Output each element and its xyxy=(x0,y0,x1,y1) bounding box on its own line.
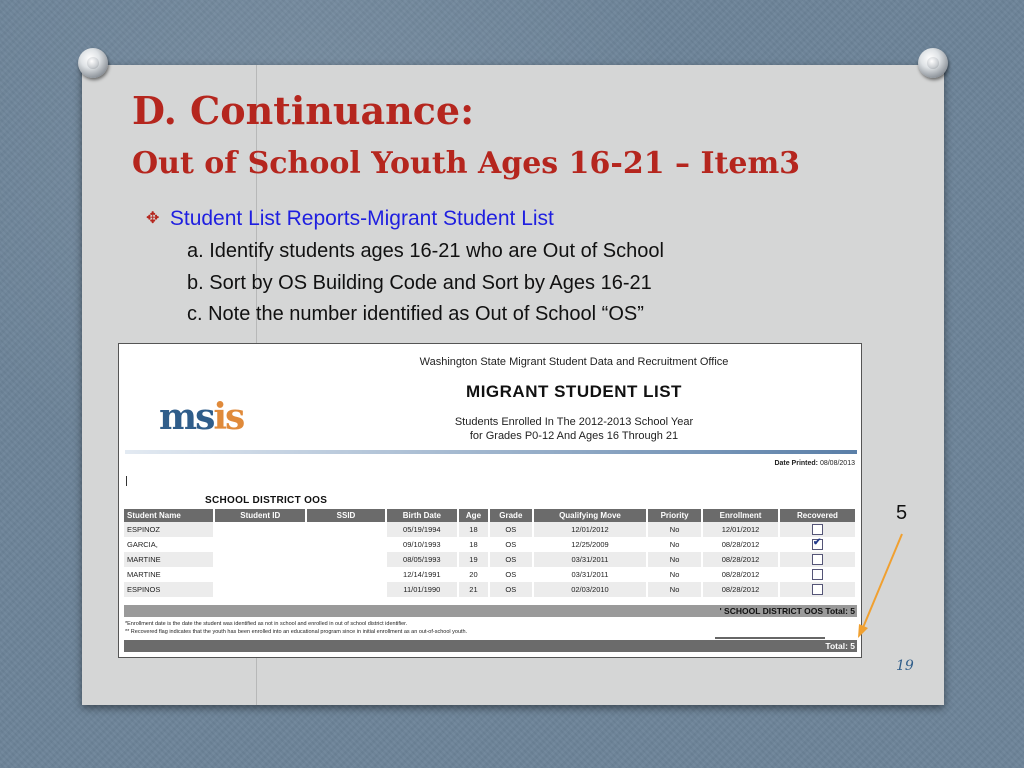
cell-age: 18 xyxy=(458,537,489,552)
migrant-student-list-report xyxy=(118,343,862,658)
column-header: Qualifying Move xyxy=(533,509,647,522)
recovered-checkbox[interactable] xyxy=(812,584,823,595)
cell-recovered xyxy=(779,537,856,552)
district-heading: SCHOOL DISTRICT OOS xyxy=(205,495,328,506)
table-row xyxy=(124,552,856,567)
report-subtitle-line2: for Grades P0-12 And Ages 16 Through 21 xyxy=(469,430,679,442)
grand-total-strip xyxy=(715,637,825,639)
sub-item-c: c. Note the number identified as Out of School “OS” xyxy=(187,303,644,325)
column-header: Student Name xyxy=(124,509,214,522)
logo-text-part1: ms xyxy=(159,396,214,438)
cell-qualifying-move: 03/31/2011 xyxy=(533,552,647,567)
cell-recovered xyxy=(779,567,856,582)
cell-birth-date: 11/01/1990 xyxy=(386,582,459,597)
logo-text-part2: is xyxy=(213,396,244,438)
report-title: MIGRANT STUDENT LIST xyxy=(466,382,682,401)
cell-enrollment: 08/28/2012 xyxy=(702,582,779,597)
cell-student-name: MARTINE xyxy=(124,552,214,567)
arrow-head xyxy=(858,624,868,638)
cell-age: 19 xyxy=(458,552,489,567)
cell-grade: OS xyxy=(489,582,533,597)
column-header: Grade xyxy=(489,509,533,522)
cell-student-id xyxy=(214,552,306,567)
slide-title: D. Continuance: xyxy=(132,88,475,133)
column-header: Age xyxy=(458,509,489,522)
bullet-text: Student List Reports-Migrant Student List xyxy=(169,207,554,230)
district-total: ' SCHOOL DISTRICT OOS Total: 5 xyxy=(719,606,855,616)
cell-enrollment: 08/28/2012 xyxy=(702,567,779,582)
column-header: SSID xyxy=(306,509,385,522)
cell-student-name: GARCIA, xyxy=(124,537,214,552)
checkmark-icon: ✔ xyxy=(812,537,822,548)
table-row xyxy=(124,567,856,582)
cell-birth-date: 09/10/1993 xyxy=(386,537,459,552)
date-printed-label: Date Printed: xyxy=(774,460,818,467)
cell-student-name: ESPINOS xyxy=(124,582,214,597)
cell-enrollment: 08/28/2012 xyxy=(702,537,779,552)
cell-student-id xyxy=(214,582,306,597)
cell-ssid xyxy=(306,537,385,552)
cell-age: 18 xyxy=(458,522,489,537)
cell-grade: OS xyxy=(489,567,533,582)
msis-logo xyxy=(159,396,243,438)
callout-arrow-icon xyxy=(850,530,920,640)
cell-enrollment: 08/28/2012 xyxy=(702,552,779,567)
recovered-checkbox[interactable] xyxy=(812,554,823,565)
table-row xyxy=(124,522,856,537)
recovered-checkbox[interactable] xyxy=(812,569,823,580)
column-header: Enrollment xyxy=(702,509,779,522)
table-row xyxy=(124,537,856,552)
cell-grade: OS xyxy=(489,552,533,567)
cell-priority: No xyxy=(647,582,702,597)
cell-priority: No xyxy=(647,552,702,567)
cell-qualifying-move: 12/01/2012 xyxy=(533,522,647,537)
cell-recovered xyxy=(779,522,856,537)
cell-ssid xyxy=(306,582,385,597)
report-agency: Washington State Migrant Student Data and Recruitment Office xyxy=(419,356,729,368)
callout-number: 5 xyxy=(896,502,908,524)
cell-priority: No xyxy=(647,567,702,582)
sub-item-b: b. Sort by OS Building Code and Sort by Ages 16-21 xyxy=(187,272,652,294)
cell-grade: OS xyxy=(489,537,533,552)
footnote-enrollment: *Enrollment date is the date the student was identified as not in school and enrolled in out of school district identifier. xyxy=(125,621,408,627)
cell-student-id xyxy=(214,537,306,552)
cell-qualifying-move: 02/03/2010 xyxy=(533,582,647,597)
cell-student-id xyxy=(214,567,306,582)
cell-recovered xyxy=(779,582,856,597)
footnote-recovered: ** Recovered flag indicates that the youth has been enrolled into an educational program since in initial enrollment as an out-of-school youth. xyxy=(125,629,468,635)
recovered-checkbox-checked[interactable] xyxy=(812,539,823,550)
pushpin-icon xyxy=(918,48,948,78)
cell-age: 21 xyxy=(458,582,489,597)
cell-birth-date: 12/14/1991 xyxy=(386,567,459,582)
cell-grade: OS xyxy=(489,522,533,537)
date-printed-value: 08/08/2013 xyxy=(819,460,855,467)
bullet-item xyxy=(146,207,554,231)
cell-student-id xyxy=(214,522,306,537)
student-table xyxy=(124,509,857,597)
cell-birth-date: 05/19/1994 xyxy=(386,522,459,537)
cell-ssid xyxy=(306,567,385,582)
slide-subtitle: Out of School Youth Ages 16-21 – Item3 xyxy=(132,146,801,181)
cell-priority: No xyxy=(647,522,702,537)
table-header-row xyxy=(124,509,856,522)
cell-ssid xyxy=(306,552,385,567)
page-number: 19 xyxy=(896,658,914,674)
cell-age: 20 xyxy=(458,567,489,582)
cell-qualifying-move: 12/25/2009 xyxy=(533,537,647,552)
column-header: Recovered xyxy=(779,509,856,522)
column-header: Student ID xyxy=(214,509,306,522)
fleuron-bullet-icon: ✥ xyxy=(146,210,160,227)
report-subtitle-line1: Students Enrolled In The 2012-2013 School Year xyxy=(454,416,694,428)
pushpin-icon xyxy=(78,48,108,78)
cell-birth-date: 08/05/1993 xyxy=(386,552,459,567)
recovered-checkbox[interactable] xyxy=(812,524,823,535)
cell-priority: No xyxy=(647,537,702,552)
column-header: Priority xyxy=(647,509,702,522)
cell-student-name: ESPINOZ xyxy=(124,522,214,537)
arrow-shaft xyxy=(862,534,902,630)
column-header: Birth Date xyxy=(386,509,459,522)
cell-enrollment: 12/01/2012 xyxy=(702,522,779,537)
text-cursor xyxy=(126,476,127,486)
table-row xyxy=(124,582,856,597)
date-printed xyxy=(774,460,855,467)
grand-total-bar xyxy=(124,640,857,652)
cell-ssid xyxy=(306,522,385,537)
grand-total: Total: 5 xyxy=(825,641,855,651)
cell-student-name: MARTINE xyxy=(124,567,214,582)
report-header-rule xyxy=(125,450,857,454)
cell-recovered xyxy=(779,552,856,567)
sub-item-a: a. Identify students ages 16-21 who are Out of School xyxy=(187,240,664,262)
cell-qualifying-move: 03/31/2011 xyxy=(533,567,647,582)
